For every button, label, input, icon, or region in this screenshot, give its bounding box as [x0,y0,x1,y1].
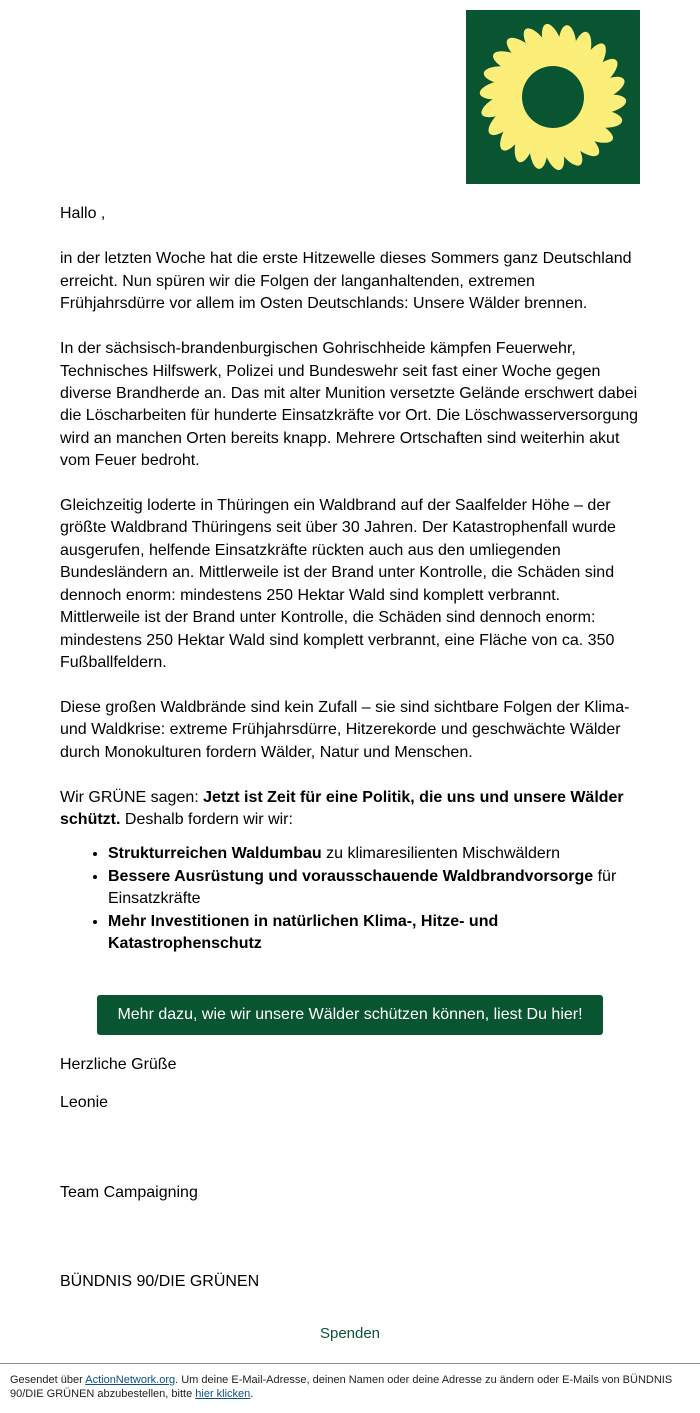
closing-text: Herzliche Grüße [60,1056,177,1073]
demand-bold: Mehr Investitionen in natürlichen Klima-, Hitze- und Katastrophenschutz [108,912,499,952]
footer-middle: . Um deine E-Mail-Adresse, deinen Namen oder deine Adresse zu ändern oder E-Mails von BÜNDNIS 90/DIE GRÜNEN abzubestellen, bitte [10,1374,673,1400]
paragraph-heatwave: in der letzten Woche hat die erste Hitzewelle dieses Sommers ganz Deutschland erreicht. Nun spüren wir die Folgen der langanhaltenden, extremen Frühjahrsdürre vor allem im Osten Deutschlands: Unsere Wälder brennen. [60,250,632,313]
demand-rest: zu klimaresilienten Mischwäldern [321,845,560,863]
team-name: Team Campaigning [60,1184,198,1201]
paragraph-gohrischheide: In der sächsisch-brandenburgischen Gohrischheide kämpfen Feuerwehr, Technisches Hilfswerk, Polizei und Bundeswehr seit fast einer Woche gegen diverse Brandherde an. Das mit alter Munition versetzte Gelände erschwert dabei die Löscharbeiten für hunderte Einsatzkräfte vor Ort. Die Löschwasserversorgung wird an manchen Orten bereits knapp. Mehrere Ortschaften sind weiterhin akut vom Feuer bedroht. [60,340,639,470]
paragraph-climate-crisis: Diese großen Waldbrände sind kein Zufall – sie sind sichtbare Folgen der Klima- und Waldkrise: extreme Frühjahrsdürre, Hitzerekorde und geschwächte Wälder durch Monokulturen fordern Wälder, Natur und Menschen. [60,698,630,761]
list-item [108,843,642,865]
statement-bold: Jetzt ist Zeit für eine Politik, die uns und unsere Wälder schützt. [60,788,624,828]
footer-suffix: . [250,1388,254,1400]
footer-prefix: Gesendet über [10,1374,86,1386]
statement-suffix: Deshalb fordern wir wir: [120,810,293,828]
read-more-button[interactable]: Mehr dazu, wie wir unsere Wälder schützen können, liest Du hier! [97,995,603,1035]
provider-link[interactable]: ActionNetwork.org [85,1374,176,1386]
statement-prefix: Wir GRÜNE sagen: [60,788,204,806]
paragraph-thueringen: Gleichzeitig loderte in Thüringen ein Waldbrand auf der Saalfelder Höhe – der größte Waldbrand Thüringens seit über 30 Jahren. Der Katastrophenfall wurde ausgerufen, helfende Einsatzkräfte rückten auch aus den umliegenden Bundesländern an. Mittlerweile ist der Brand unter Kontrolle, die Schäden sind dennoch enorm: mindestens 250 Hektar Wald sind komplett verbrannt. Mittlerweile ist der Brand unter Kontrolle, die Schäden sind dennoch enorm: mindestens 250 Hektar Wald sind komplett verbrannt, eine Fläche von ca. 350 Fußballfeldern. [60,497,616,671]
party-logo [466,10,640,184]
donate-link[interactable]: Spenden [319,1325,381,1342]
org-name: BÜNDNIS 90/DIE GRÜNEN [60,1273,260,1290]
sunflower-icon [466,10,640,184]
list-item [108,911,642,956]
cta-container [97,995,603,1035]
greeting: Hallo , [60,205,106,222]
demand-bold: Bessere Ausrüstung und vorausschauende Waldbrandvorsorge [108,867,594,885]
donate-row [0,1323,700,1345]
footer-divider [0,1363,700,1364]
signer-name: Leonie [60,1094,109,1111]
list-item [108,866,642,911]
demands-list [60,843,642,955]
email-body [60,203,642,955]
demand-rest: für Einsatzkräfte [108,867,617,908]
statement [60,787,642,832]
sunflower-center [522,66,584,128]
footer-text [10,1373,690,1401]
demand-bold: Strukturreichen Waldumbau [108,845,322,863]
unsubscribe-link[interactable]: hier klicken [195,1388,251,1400]
